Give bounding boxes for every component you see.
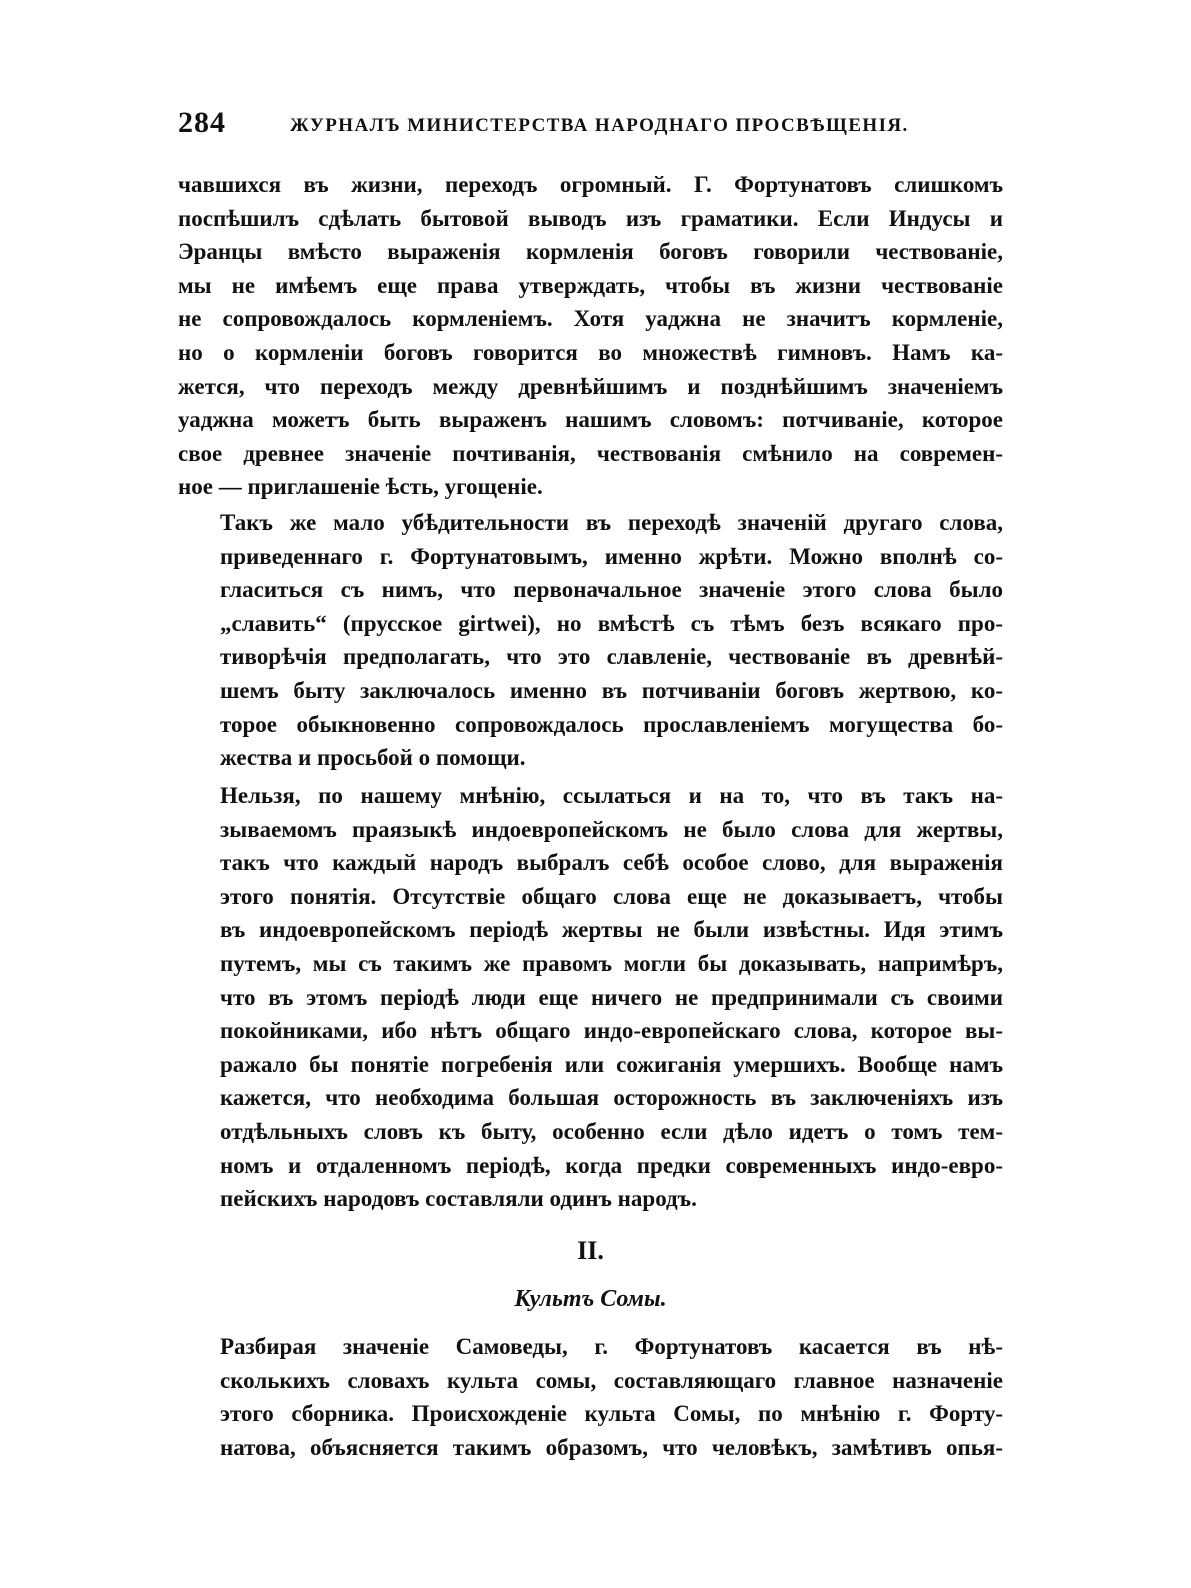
text-line: этого понятія. Отсутствіе общаго слова еще не доказываетъ, чтобы: [220, 883, 1003, 909]
paragraph-4-block: [178, 1330, 1003, 1464]
text-line: номъ и отдаленномъ періодѣ, когда предки современныхъ индо-евро-: [220, 1152, 1003, 1178]
text-line: отдѣльныхъ словъ къ быту, особенно если дѣло идетъ о томъ тем-: [220, 1118, 1003, 1144]
text-line: уаджна можетъ быть выраженъ нашимъ словомъ: потчиваніе, которое: [178, 407, 1003, 433]
running-head: [178, 106, 1003, 142]
text-line: чавшихся въ жизни, переходъ огромный. Г. Фортунатовъ слишкомъ: [178, 172, 1003, 197]
paragraph-3: [178, 779, 1003, 1216]
text-line: шемъ быту заключалось именно въ потчиваніи боговъ жертвою, ко-: [220, 677, 1003, 703]
text-line: пейскихъ народовъ составляли одинъ народъ.: [220, 1186, 697, 1212]
text-line: „славить“ (прусское girtwei), но вмѣстѣ съ тѣмъ безъ всякаго про-: [220, 610, 1003, 636]
paragraph-2-block: [178, 506, 1003, 775]
text-line: натова, объясняется такимъ образомъ, что человѣкъ, замѣтивъ опья-: [220, 1434, 1003, 1460]
paragraph-2: [178, 506, 1003, 775]
text-line: что въ этомъ періодѣ люди еще ничего не предпринимали съ своими: [220, 984, 1003, 1010]
paragraph-continued: [178, 168, 1003, 504]
text-line: Эранцы вмѣсто выраженія кормленія боговъ говорили чествованіе,: [178, 239, 1003, 265]
text-line: ражало бы понятіе погребенія или сожиганія умершихъ. Вообще намъ: [220, 1051, 1003, 1077]
paragraph-4: [178, 1330, 1003, 1464]
text-line: жества и просьбой о помощи.: [220, 745, 526, 771]
text-line: ное — приглашеніе ѣсть, угощеніе.: [178, 474, 543, 500]
text-line: сколькихъ словахъ культа сомы, составляющаго главное назначеніе: [220, 1367, 1003, 1393]
text-line: зываемомъ праязыкѣ индоевропейскомъ не было слова для жертвы,: [220, 816, 1003, 842]
text-line: не сопровождалось кормленіемъ. Хотя уаджна не значитъ кормленіе,: [178, 306, 1003, 332]
text-line: но о кормленіи боговъ говорится во множествѣ гимновъ. Намъ ка-: [178, 339, 1003, 365]
paragraph-1: [178, 168, 1003, 504]
section-number: II.: [577, 1236, 604, 1265]
text-line: Такъ же мало убѣдительности въ переходѣ значеній другаго слова,: [220, 510, 1003, 535]
text-line: тиворѣчія предполагать, что это славленіе, чествованіе въ древнѣй-: [220, 644, 1003, 670]
journal-title: ЖУРНАЛЪ МИНИСТЕРСТВА НАРОДНАГО ПРОСВѢЩЕНІЯ.: [290, 115, 909, 136]
text-line: мы не имѣемъ еще права утверждать, чтобы въ жизни чествованіе: [178, 272, 1003, 298]
text-line: этого сборника. Происхожденіе культа Сомы, по мнѣнію г. Форту-: [220, 1401, 1003, 1427]
text-line: поспѣшилъ сдѣлать бытовой выводъ изъ граматики. Если Индусы и: [178, 205, 1003, 231]
section-title: Культъ Сомы.: [514, 1286, 667, 1312]
page-number: 284: [178, 106, 226, 139]
text-line: Нельзя, по нашему мнѣнію, ссылаться и на то, что въ такъ на-: [220, 783, 1003, 808]
text-line: гласиться съ нимъ, что первоначальное значеніе этого слова было: [220, 577, 1003, 603]
text-line: торое обыкновенно сопровождалось прославленіемъ могущества бо-: [220, 711, 1003, 737]
text-line: такъ что каждый народъ выбралъ себѣ особое слово, для выраженія: [220, 850, 1003, 876]
text-line: путемъ, мы съ такимъ же правомъ могли бы доказывать, напримѣръ,: [220, 950, 1003, 976]
text-line: Разбирая значеніе Самоведы, г. Фортунатовъ касается въ нѣ-: [220, 1334, 1003, 1359]
text-line: покойниками, ибо нѣтъ общаго индо-европейскаго слова, которое вы-: [220, 1018, 1003, 1044]
text-line: свое древнее значеніе почтиванія, чествованія смѣнило на современ-: [178, 440, 1003, 466]
text-line: кажется, что необходима большая осторожность въ заключеніяхъ изъ: [220, 1085, 1003, 1111]
text-line: въ индоевропейскомъ періодѣ жертвы не были извѣстны. Идя этимъ: [220, 917, 1003, 943]
paragraph-3-block: [178, 779, 1003, 1216]
text-line: жется, что переходъ между древнѣйшимъ и позднѣйшимъ значеніемъ: [178, 373, 1003, 399]
text-line: приведеннаго г. Фортунатовымъ, именно жрѣти. Можно вполнѣ со-: [220, 543, 1003, 569]
